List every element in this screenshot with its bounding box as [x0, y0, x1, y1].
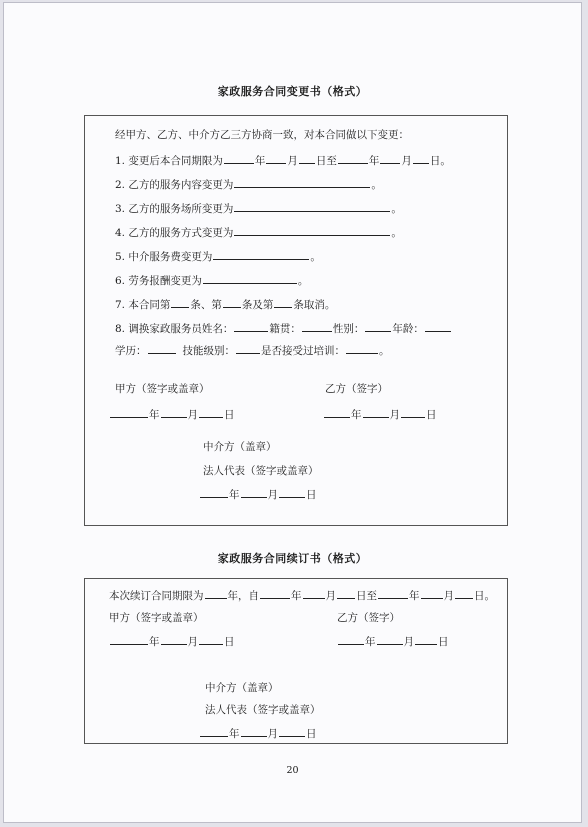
blank-field[interactable] — [205, 587, 227, 599]
month-label: 月 — [325, 590, 336, 602]
year-label: 年 — [254, 155, 266, 167]
page-number: 20 — [286, 765, 299, 776]
blank-field[interactable] — [413, 152, 429, 164]
month-label: 月 — [187, 636, 198, 648]
blank-field[interactable] — [203, 272, 297, 284]
skill-level-label: 技能级别： — [182, 345, 235, 357]
blank-field[interactable] — [337, 587, 355, 599]
month-label: 月 — [267, 728, 278, 740]
change-item-3 — [115, 200, 402, 216]
month-label: 月 — [401, 155, 412, 167]
blank-field[interactable] — [213, 248, 309, 260]
blank-field[interactable] — [279, 725, 305, 737]
change-agent: 中介方（盖章） — [203, 441, 277, 453]
change-form-box — [84, 115, 508, 526]
education-label: 学历： — [115, 345, 147, 357]
day-to-label: 日至 — [315, 155, 337, 167]
blank-field[interactable] — [377, 633, 403, 645]
native-place-label: 籍贯： — [269, 323, 301, 335]
clause-label: 条及第 — [241, 299, 274, 311]
item6-label: 6. 劳务报酬变更为 — [115, 275, 202, 287]
blank-field[interactable] — [234, 224, 390, 236]
year-label: 年 — [409, 590, 420, 602]
blank-field[interactable] — [236, 342, 260, 354]
blank-field[interactable] — [425, 320, 451, 332]
clause-label: 条、第 — [190, 299, 222, 311]
blank-field[interactable] — [161, 406, 187, 418]
period: 。 — [371, 179, 382, 191]
period: 。 — [297, 275, 309, 287]
blank-field[interactable] — [378, 587, 408, 599]
period: 。 — [379, 345, 390, 357]
day-label: 日 — [306, 728, 317, 740]
item5-label: 5. 中介服务费变更为 — [115, 251, 213, 263]
year-label: 年 — [365, 636, 376, 648]
blank-field[interactable] — [234, 200, 390, 212]
renewal-legal-rep: 法人代表（签字或盖章） — [205, 704, 321, 716]
blank-field[interactable] — [199, 406, 223, 418]
blank-field[interactable] — [299, 152, 315, 164]
period: 。 — [310, 251, 321, 263]
gender-label: 性别： — [332, 323, 365, 335]
change-item-5 — [115, 248, 321, 264]
blank-field[interactable] — [274, 296, 292, 308]
change-party-b: 乙方（签字） — [325, 383, 388, 395]
month-label: 月 — [267, 489, 278, 501]
change-form-title: 家政服务合同变更书（格式） — [217, 85, 368, 98]
renewal-period-label: 本次续订合同期限为 — [109, 590, 204, 602]
change-item-8 — [115, 320, 452, 336]
item2-label: 2. 乙方的服务内容变更为 — [115, 179, 234, 191]
month-label: 月 — [403, 636, 414, 648]
blank-field[interactable] — [224, 152, 254, 164]
day-label: 日 — [224, 636, 235, 648]
month-label: 月 — [443, 590, 454, 602]
change-item-8b — [115, 342, 390, 358]
blank-field[interactable] — [260, 587, 290, 599]
period: 。 — [391, 203, 402, 215]
renewal-party-a: 甲方（签字或盖章） — [109, 612, 204, 624]
blank-field[interactable] — [200, 725, 228, 737]
renewal-agent: 中介方（盖章） — [205, 682, 279, 694]
blank-field[interactable] — [241, 486, 267, 498]
blank-field[interactable] — [161, 633, 187, 645]
day-label: 日 — [426, 409, 437, 421]
blank-field[interactable] — [302, 320, 332, 332]
day-label: 日。 — [474, 590, 495, 602]
day-label: 日。 — [429, 155, 451, 167]
year-label: 年 — [149, 636, 160, 648]
renewal-party-a-date — [109, 633, 235, 649]
change-legal-rep: 法人代表（签字或盖章） — [203, 465, 319, 477]
day-to-label: 日至 — [356, 590, 377, 602]
renewal-line-1 — [109, 587, 495, 603]
item7-label: 7. 本合同第 — [115, 299, 171, 311]
blank-field[interactable] — [110, 406, 148, 418]
month-label: 月 — [389, 409, 400, 421]
change-party-a: 甲方（签字或盖章） — [115, 383, 210, 395]
blank-field[interactable] — [110, 633, 148, 645]
renewal-party-b: 乙方（签字） — [337, 612, 400, 624]
blank-field[interactable] — [279, 486, 305, 498]
item1-label: 1. 变更后本合同期限为 — [115, 155, 223, 167]
blank-field[interactable] — [421, 587, 443, 599]
blank-field[interactable] — [234, 320, 268, 332]
renewal-agent-date — [199, 725, 317, 741]
renewal-form-title: 家政服务合同续订书（格式） — [217, 552, 368, 565]
item4-label: 4. 乙方的服务方式变更为 — [115, 227, 234, 239]
change-party-b-date — [323, 406, 437, 422]
blank-field[interactable] — [401, 406, 425, 418]
blank-field[interactable] — [171, 296, 189, 308]
renewal-form-box — [84, 578, 508, 744]
blank-field[interactable] — [234, 176, 370, 188]
blank-field[interactable] — [199, 633, 223, 645]
blank-field[interactable] — [223, 296, 241, 308]
year-label: 年 — [229, 728, 240, 740]
change-party-a-date — [109, 406, 235, 422]
blank-field[interactable] — [324, 406, 350, 418]
day-label: 日 — [224, 409, 235, 421]
change-agent-date — [199, 486, 317, 502]
item3-label: 3. 乙方的服务场所变更为 — [115, 203, 234, 215]
year-label: 年 — [229, 489, 240, 501]
year-label: 年 — [149, 409, 160, 421]
year-from-label: 年，自 — [227, 590, 259, 602]
item8-label: 8. 调换家政服务员姓名： — [115, 323, 234, 335]
change-item-7 — [115, 296, 335, 312]
blank-field[interactable] — [365, 320, 391, 332]
blank-field[interactable] — [338, 152, 368, 164]
blank-field[interactable] — [241, 725, 267, 737]
change-item-4 — [115, 224, 402, 240]
blank-field[interactable] — [363, 406, 389, 418]
month-label: 月 — [287, 155, 298, 167]
change-item-2 — [115, 176, 382, 192]
blank-field[interactable] — [148, 342, 176, 354]
clause-cancel-label: 条取消。 — [293, 299, 336, 311]
period: 。 — [391, 227, 402, 239]
blank-field[interactable] — [338, 633, 364, 645]
change-item-6 — [115, 272, 308, 288]
year-label: 年 — [368, 155, 380, 167]
blank-field[interactable] — [200, 486, 228, 498]
year-label: 年 — [351, 409, 362, 421]
age-label: 年龄： — [392, 323, 424, 335]
blank-field[interactable] — [455, 587, 473, 599]
blank-field[interactable] — [415, 633, 437, 645]
blank-field[interactable] — [380, 152, 400, 164]
training-label: 是否接受过培训： — [261, 345, 345, 357]
renewal-party-b-date — [337, 633, 449, 649]
change-item-1 — [115, 152, 451, 168]
blank-field[interactable] — [346, 342, 378, 354]
document-page — [3, 2, 582, 823]
day-label: 日 — [306, 489, 317, 501]
blank-field[interactable] — [303, 587, 325, 599]
day-label: 日 — [438, 636, 449, 648]
month-label: 月 — [187, 409, 198, 421]
year-label: 年 — [291, 590, 302, 602]
change-intro: 经甲方、乙方、中介方乙三方协商一致，对本合同做以下变更： — [115, 129, 409, 141]
blank-field[interactable] — [266, 152, 286, 164]
